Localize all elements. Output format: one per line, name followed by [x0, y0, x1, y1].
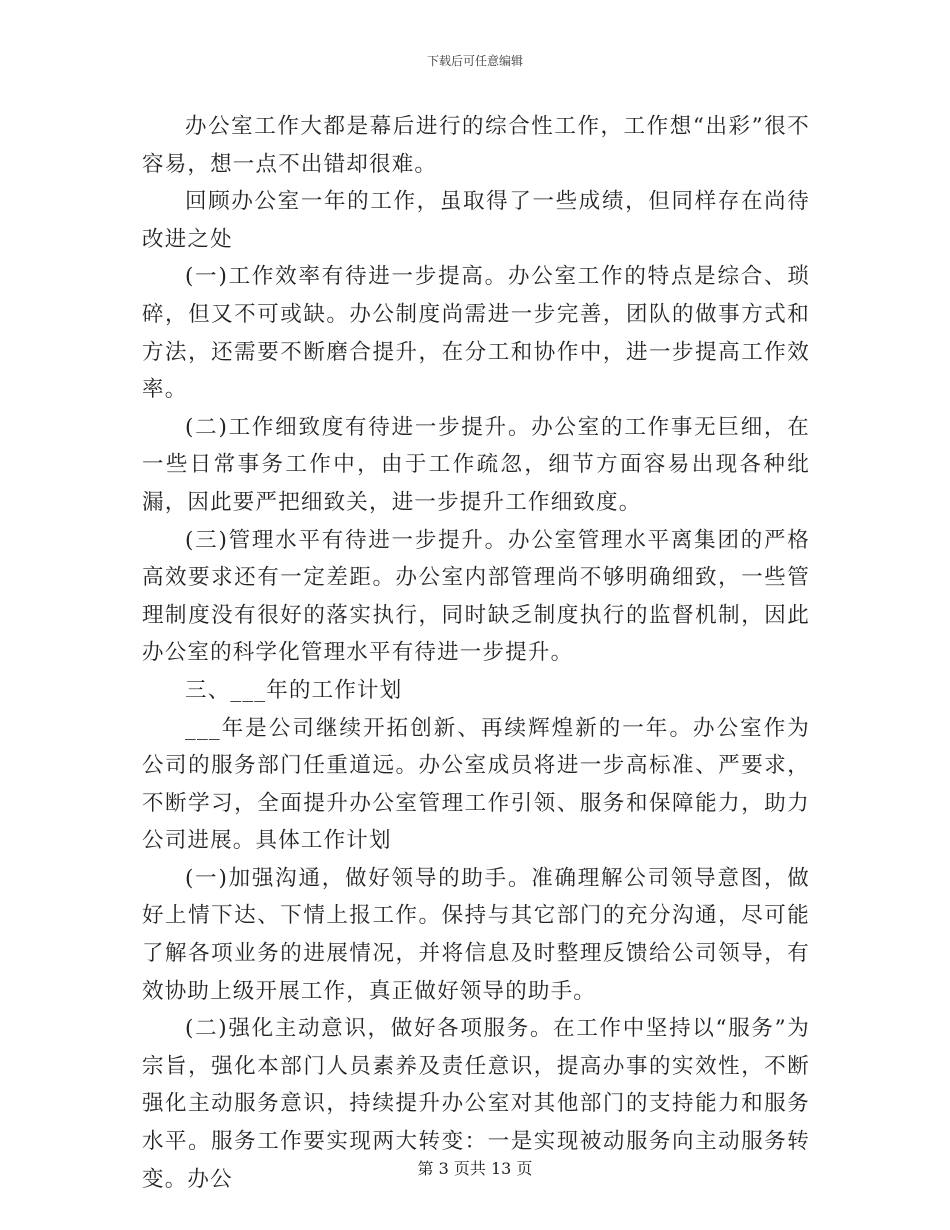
paragraph-3: (一)工作效率有待进一步提高。办公室工作的特点是综合、琐碎，但又不可或缺。办公制度尚需进一步完善，团队的做事方式和方法，还需要不断磨合提升，在分工和协作中，进一步提高工作效率。 [142, 264, 810, 403]
paragraph-5: (三)管理水平有待进一步提升。办公室管理水平离集团的严格高效要求还有一定差距。办公室内部管理尚不够明确细致，一些管理制度没有很好的落实执行，同时缺乏制度执行的监督机制，因此办公室的科学化管理水平有待进一步提升。 [142, 527, 810, 666]
paragraph-1: 办公室工作大都是幕后进行的综合性工作，工作想“出彩”很不容易，想一点不出错却很难。 [142, 114, 810, 177]
paragraph-6: ___年是公司继续开拓创新、再续辉煌新的一年。办公室作为公司的服务部门任重道远。办公室成员将进一步高标准、严要求，不断学习，全面提升办公室管理工作引领、服务和保障能力，助力公司进展。具体工作计划 [142, 715, 810, 854]
page-header: 下载后可任意编辑 [426, 54, 523, 68]
paragraph-8: (二)强化主动意识，做好各项服务。在工作中坚持以“服务”为宗旨，强化本部门人员素养及责任意识，提高办事的实效性，不断强化主动服务意识，持续提升办公室对其他部门的支持能力和服务水平。服务工作要实现两大转变：一是实现被动服务向主动服务转变。办公 [142, 1016, 810, 1192]
section-heading: 三、___年的工作计划 [185, 677, 403, 703]
page-number: 第 3 页共 13 页 [417, 1159, 533, 1178]
document-body [142, 108, 810, 1198]
paragraph-2: 回顾办公室一年的工作，虽取得了一些成绩，但同样存在尚待改进之处 [142, 189, 810, 252]
paragraph-7: (一)加强沟通，做好领导的助手。准确理解公司领导意图，做好上情下达、下情上报工作。保持与其它部门的充分沟通，尽可能了解各项业务的进展情况，并将信息及时整理反馈给公司领导，有效协助上级开展工作，真正做好领导的助手。 [142, 865, 810, 1004]
paragraph-4: (二)工作细致度有待进一步提升。办公室的工作事无巨细，在一些日常事务工作中，由于工作疏忽，细节方面容易出现各种纰漏，因此要严把细致关，进一步提升工作细致度。 [142, 414, 810, 515]
